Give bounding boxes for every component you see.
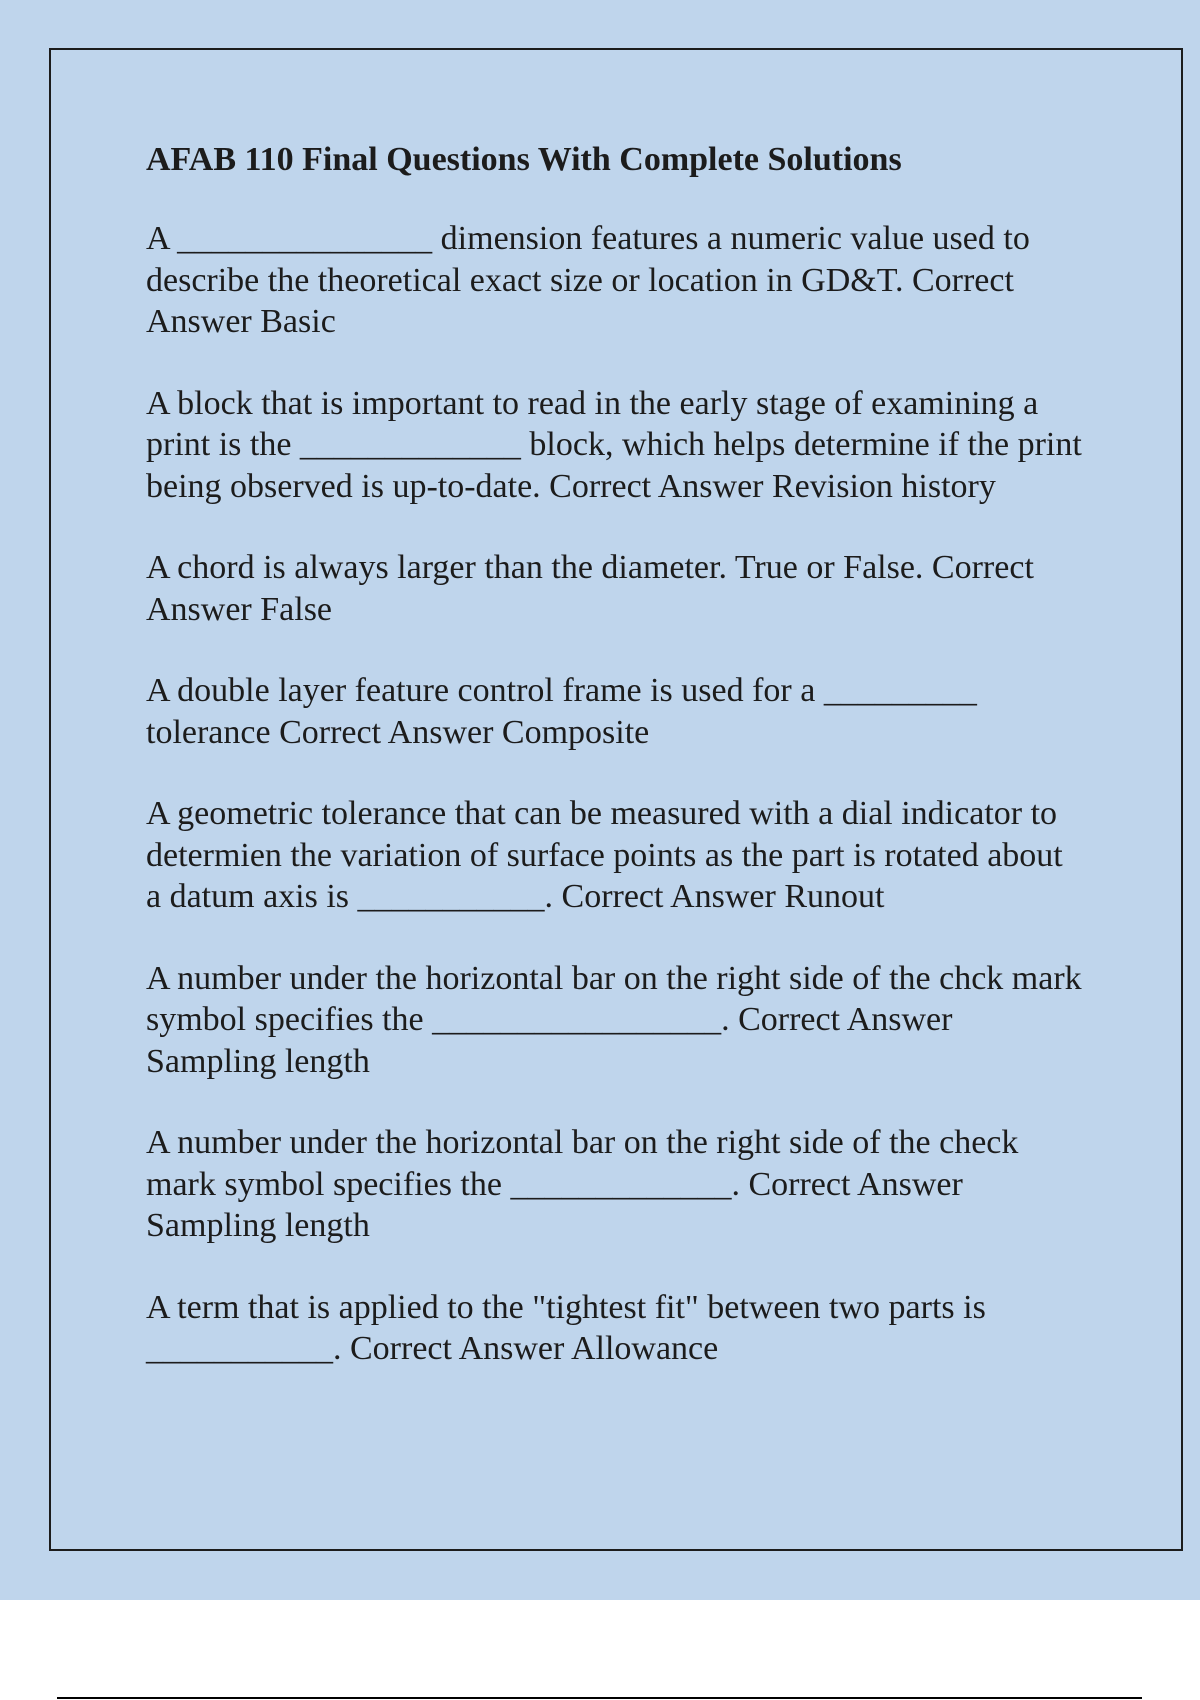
footer-rule	[57, 1697, 1142, 1699]
question-item: A block that is important to read in the early stage of examining a print is the _____________ block, which helps determine if the print being observed is up-to-date. Correct Answer Revision history	[146, 384, 1082, 505]
document-body	[146, 140, 1086, 1410]
question-item: A number under the horizontal bar on the right side of the chck mark symbol specifies the _________________. Correct Answer Sampling length	[146, 959, 1082, 1080]
document-title: AFAB 110 Final Questions With Complete Solutions	[146, 141, 902, 178]
question-item: A term that is applied to the "tightest fit" between two parts is ___________. Correct Answer Allowance	[146, 1288, 986, 1367]
question-item: A geometric tolerance that can be measured with a dial indicator to determien the variation of surface points as the part is rotated about a datum axis is ___________. Correct Answer Runout	[146, 795, 1063, 915]
question-item: A _______________ dimension features a numeric value used to describe the theoretical exact size or location in GD&T. Correct Answer Basic	[146, 220, 1030, 340]
question-item: A chord is always larger than the diameter. True or False. Correct Answer False	[146, 549, 1034, 628]
question-item: A number under the horizontal bar on the right side of the check mark symbol specifies the _____________. Correct Answer Sampling length	[146, 1124, 1019, 1244]
question-item: A double layer feature control frame is used for a _________ tolerance Correct Answer Composite	[146, 672, 977, 751]
